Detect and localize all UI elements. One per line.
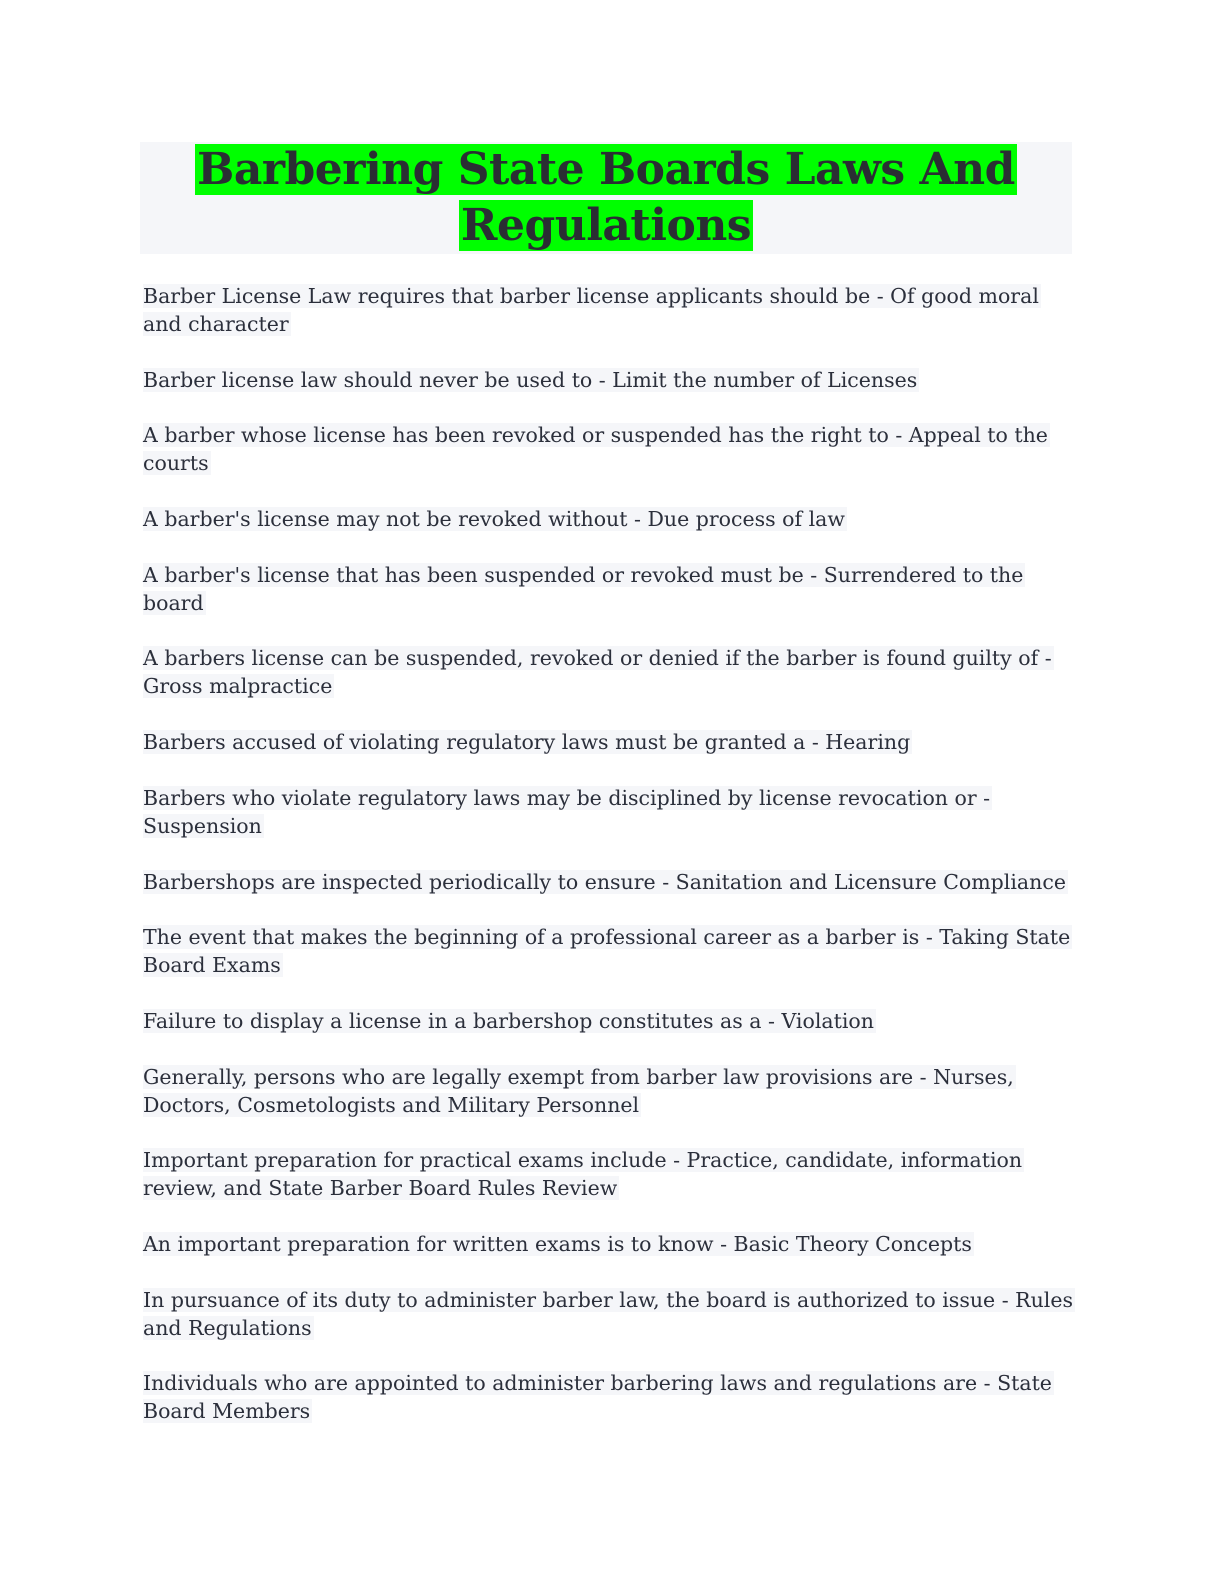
document-title <box>140 142 1072 254</box>
title-block <box>140 142 1072 254</box>
qa-item: A barber's license that has been suspended or revoked must be - Surrendered to the board <box>143 562 1024 615</box>
qa-item: The event that makes the beginning of a professional career as a barber is - Taking State Board Exams <box>143 925 1071 978</box>
qa-item: A barber's license may not be revoked without - Due process of law <box>143 507 845 532</box>
qa-item: An important preparation for written exams is to know - Basic Theory Concepts <box>143 1231 972 1256</box>
qa-item: Barbers who violate regulatory laws may be disciplined by license revocation or - Suspension <box>143 785 991 838</box>
qa-item: Barber License Law requires that barber license applicants should be - Of good moral and character <box>143 284 1039 336</box>
qa-item: Barbershops are inspected periodically to ensure - Sanitation and Licensure Compliance <box>143 869 1066 894</box>
qa-item: Important preparation for practical exams include - Practice, candidate, information review, and State Barber Board Rules Review <box>143 1148 1023 1201</box>
document-title-text: Barbering State Boards Laws And Regulations <box>197 144 1015 251</box>
qa-item: Generally, persons who are legally exempt from barber law provisions are - Nurses, Doctors, Cosmetologists and Military Personnel <box>143 1064 1014 1117</box>
qa-item: Barber license law should never be used to - Limit the number of Licenses <box>143 367 918 392</box>
qa-item: Barbers accused of violating regulatory laws must be granted a - Hearing <box>143 730 911 755</box>
qa-list <box>143 282 1083 1453</box>
qa-item: Failure to display a license in a barbershop constitutes as a - Violation <box>143 1008 874 1033</box>
qa-item: Individuals who are appointed to administer barbering laws and regulations are - State Board Members <box>143 1371 1052 1424</box>
qa-item: A barber whose license has been revoked or suspended has the right to - Appeal to the courts <box>143 423 1048 476</box>
qa-item: A barbers license can be suspended, revoked or denied if the barber is found guilty of - Gross malpractice <box>143 646 1052 699</box>
qa-item: In pursuance of its duty to administer barber law, the board is authorized to issue - Rules and Regulations <box>143 1287 1073 1340</box>
